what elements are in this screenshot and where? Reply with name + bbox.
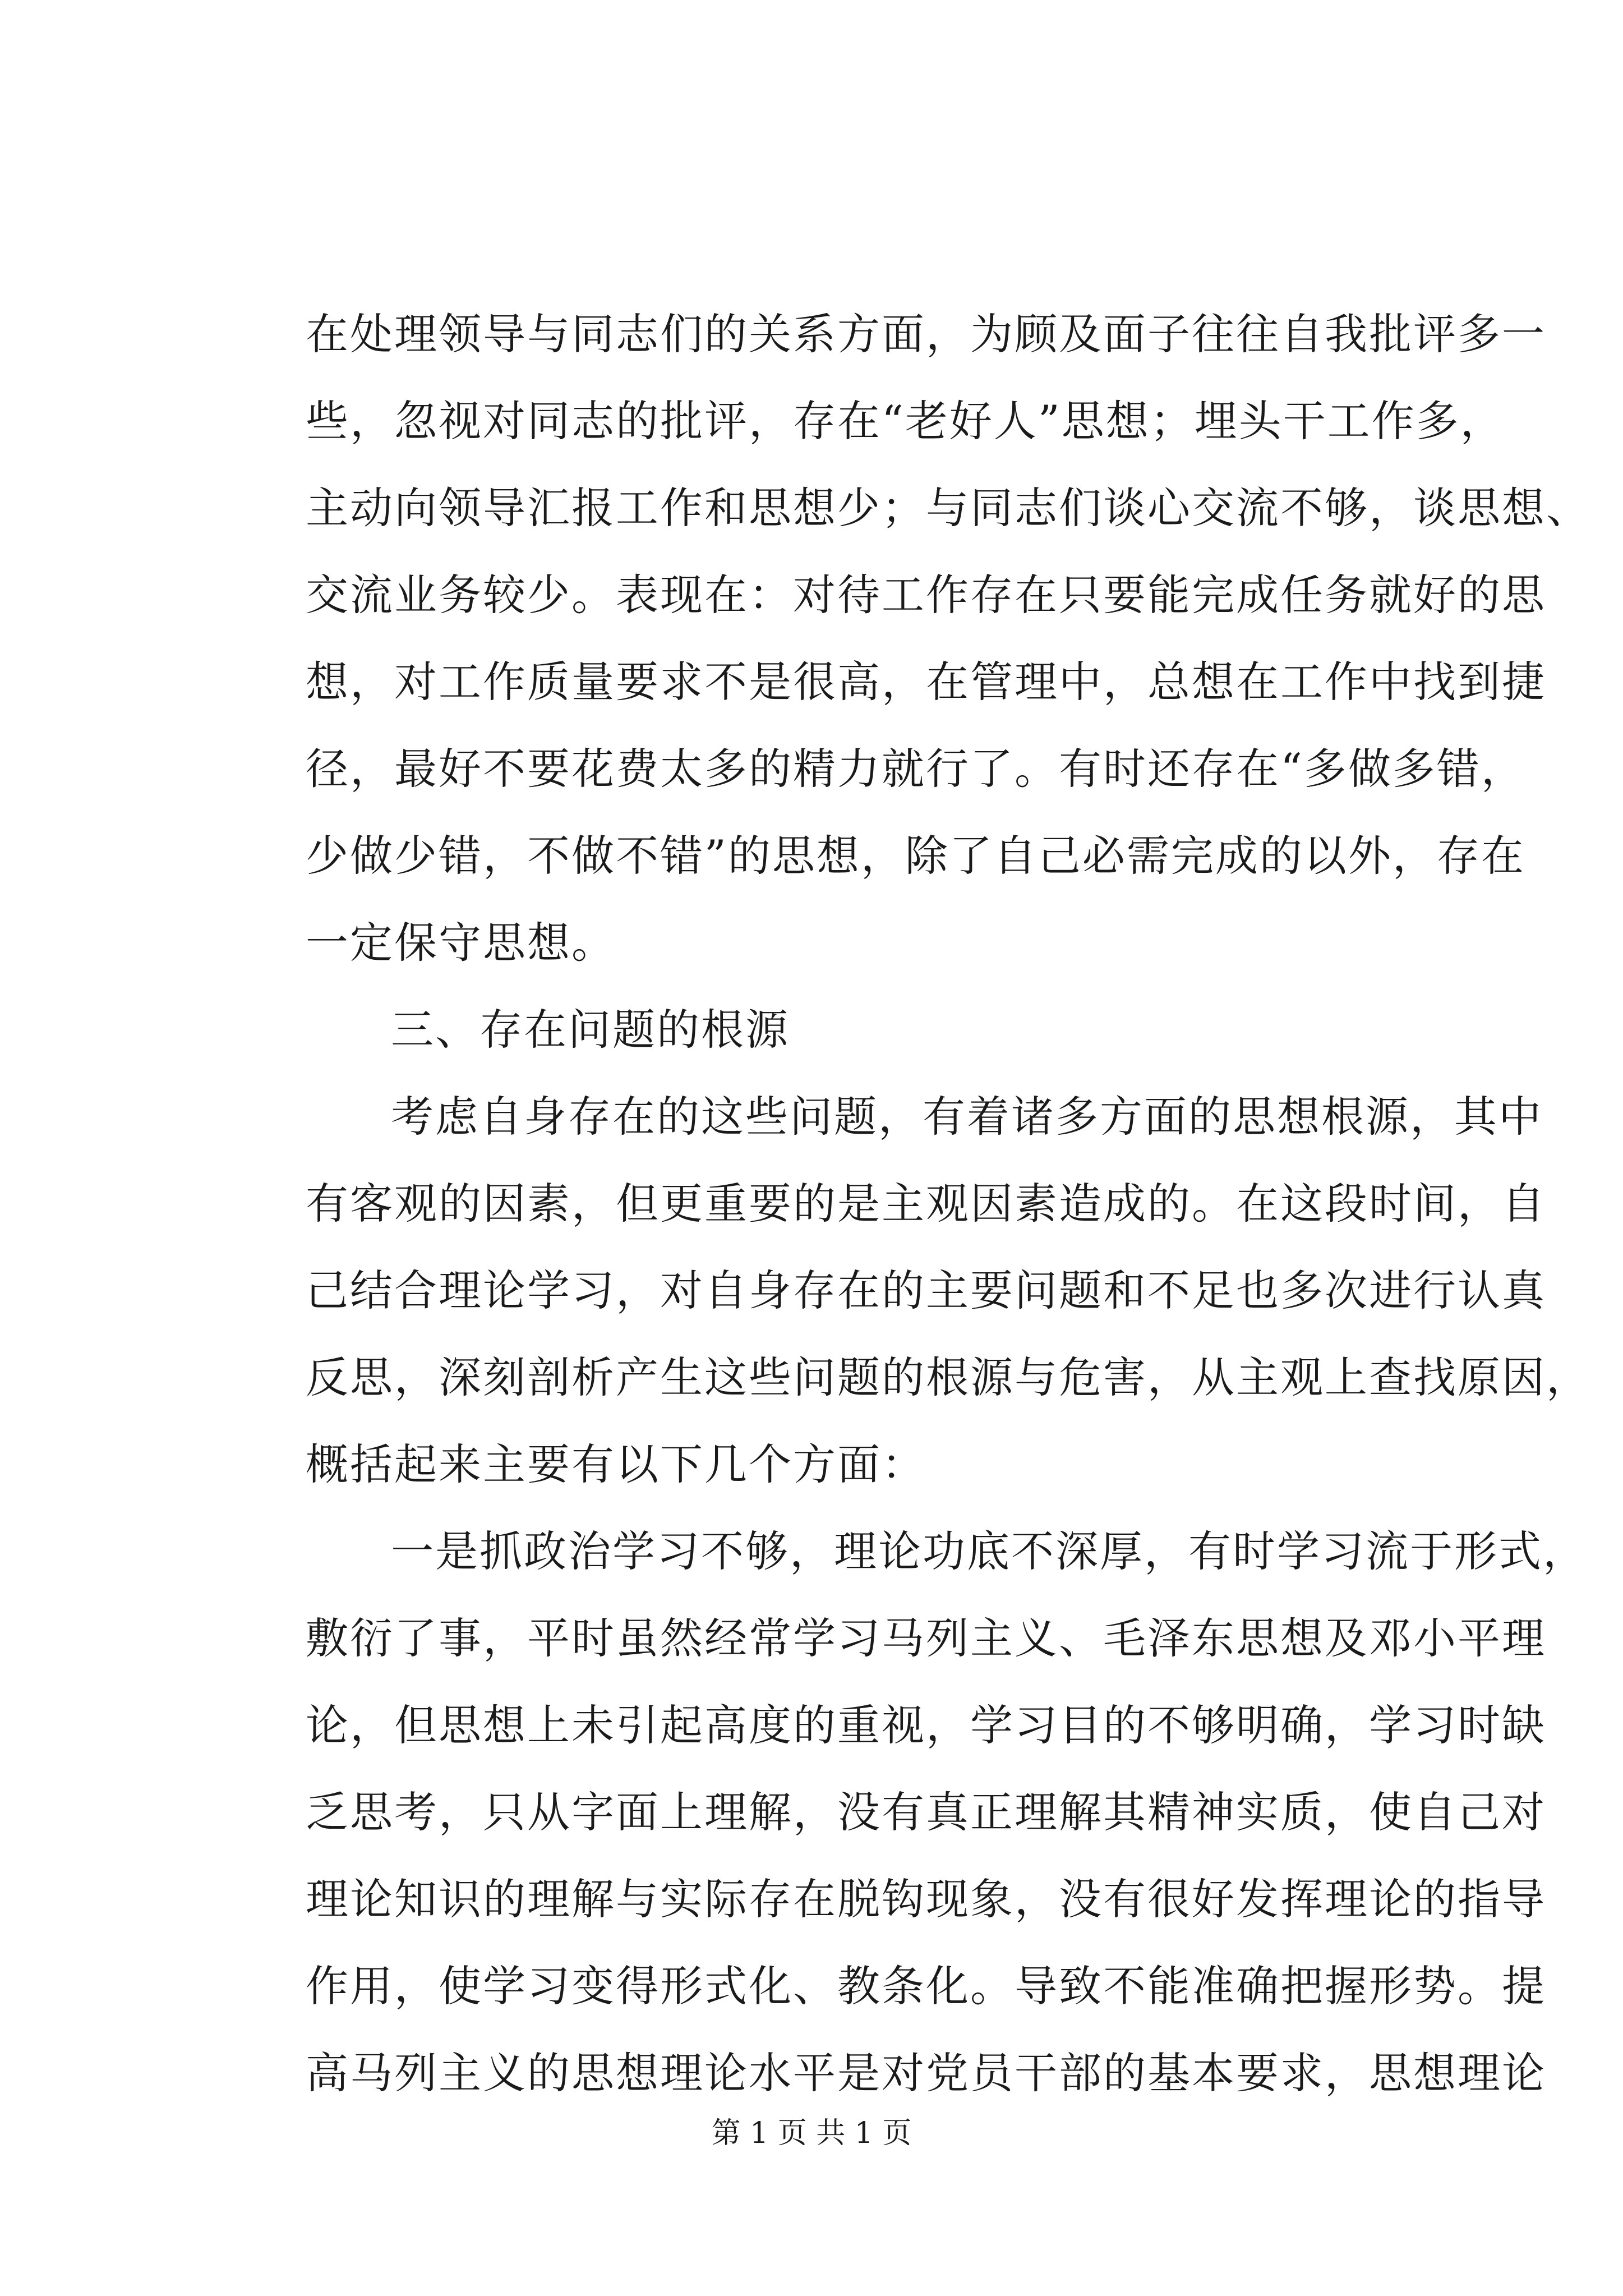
text-line: 反思，深刻剖析产生这些问题的根源与危害，从主观上查找原因，	[306, 1352, 1590, 1402]
text-line: 论，但思想上未引起高度的重视，学习目的不够明确，学习时缺	[306, 1700, 1546, 1750]
text-line: 敷衍了事，平时虽然经常学习马列主义、毛泽东思想及邓小平理	[306, 1613, 1546, 1663]
text-line: 概括起来主要有以下几个方面：	[306, 1439, 926, 1489]
text-line: 理论知识的理解与实际存在脱钩现象，没有很好发挥理论的指导	[306, 1874, 1546, 1924]
text-line: 己结合理论学习，对自身存在的主要问题和不足也多次进行认真	[306, 1266, 1546, 1315]
text-line: 一定保守思想。	[306, 918, 616, 968]
text-line: 径，最好不要花费太多的精力就行了。有时还存在“多做多错，	[306, 744, 1525, 794]
text-line: 主动向领导汇报工作和思想少；与同志们谈心交流不够，谈思想、	[306, 483, 1590, 533]
text-line: 作用，使学习变得形式化、教条化。导致不能准确把握形势。提	[306, 1961, 1546, 2011]
text-line: 些，忽视对同志的批评，存在“老好人”思想；埋头干工作多，	[306, 396, 1505, 446]
text-line: 高马列主义的思想理论水平是对党员干部的基本要求，思想理论	[306, 2048, 1546, 2098]
text-line: 有客观的因素，但更重要的是主观因素造成的。在这段时间，自	[306, 1179, 1546, 1228]
text-line: 三、存在问题的根源	[391, 1005, 790, 1055]
text-line: 乏思考，只从字面上理解，没有真正理解其精神实质，使自己对	[306, 1787, 1546, 1837]
text-line: 少做少错，不做不错”的思想，除了自己必需完成的以外，存在	[306, 831, 1525, 881]
page-footer: 第 1 页 共 1 页	[711, 2116, 912, 2150]
text-line: 交流业务较少。表现在：对待工作存在只要能完成任务就好的思	[306, 570, 1546, 620]
text-line: 考虑自身存在的这些问题，有着诸多方面的思想根源，其中	[391, 1092, 1543, 1142]
text-line: 想，对工作质量要求不是很高，在管理中，总想在工作中找到捷	[306, 657, 1546, 707]
text-line: 一是抓政治学习不够，理论功底不深厚，有时学习流于形式，	[391, 1526, 1587, 1576]
body-text	[306, 291, 1590, 2116]
text-line: 在处理领导与同志们的关系方面，为顾及面子往往自我批评多一	[306, 309, 1546, 359]
